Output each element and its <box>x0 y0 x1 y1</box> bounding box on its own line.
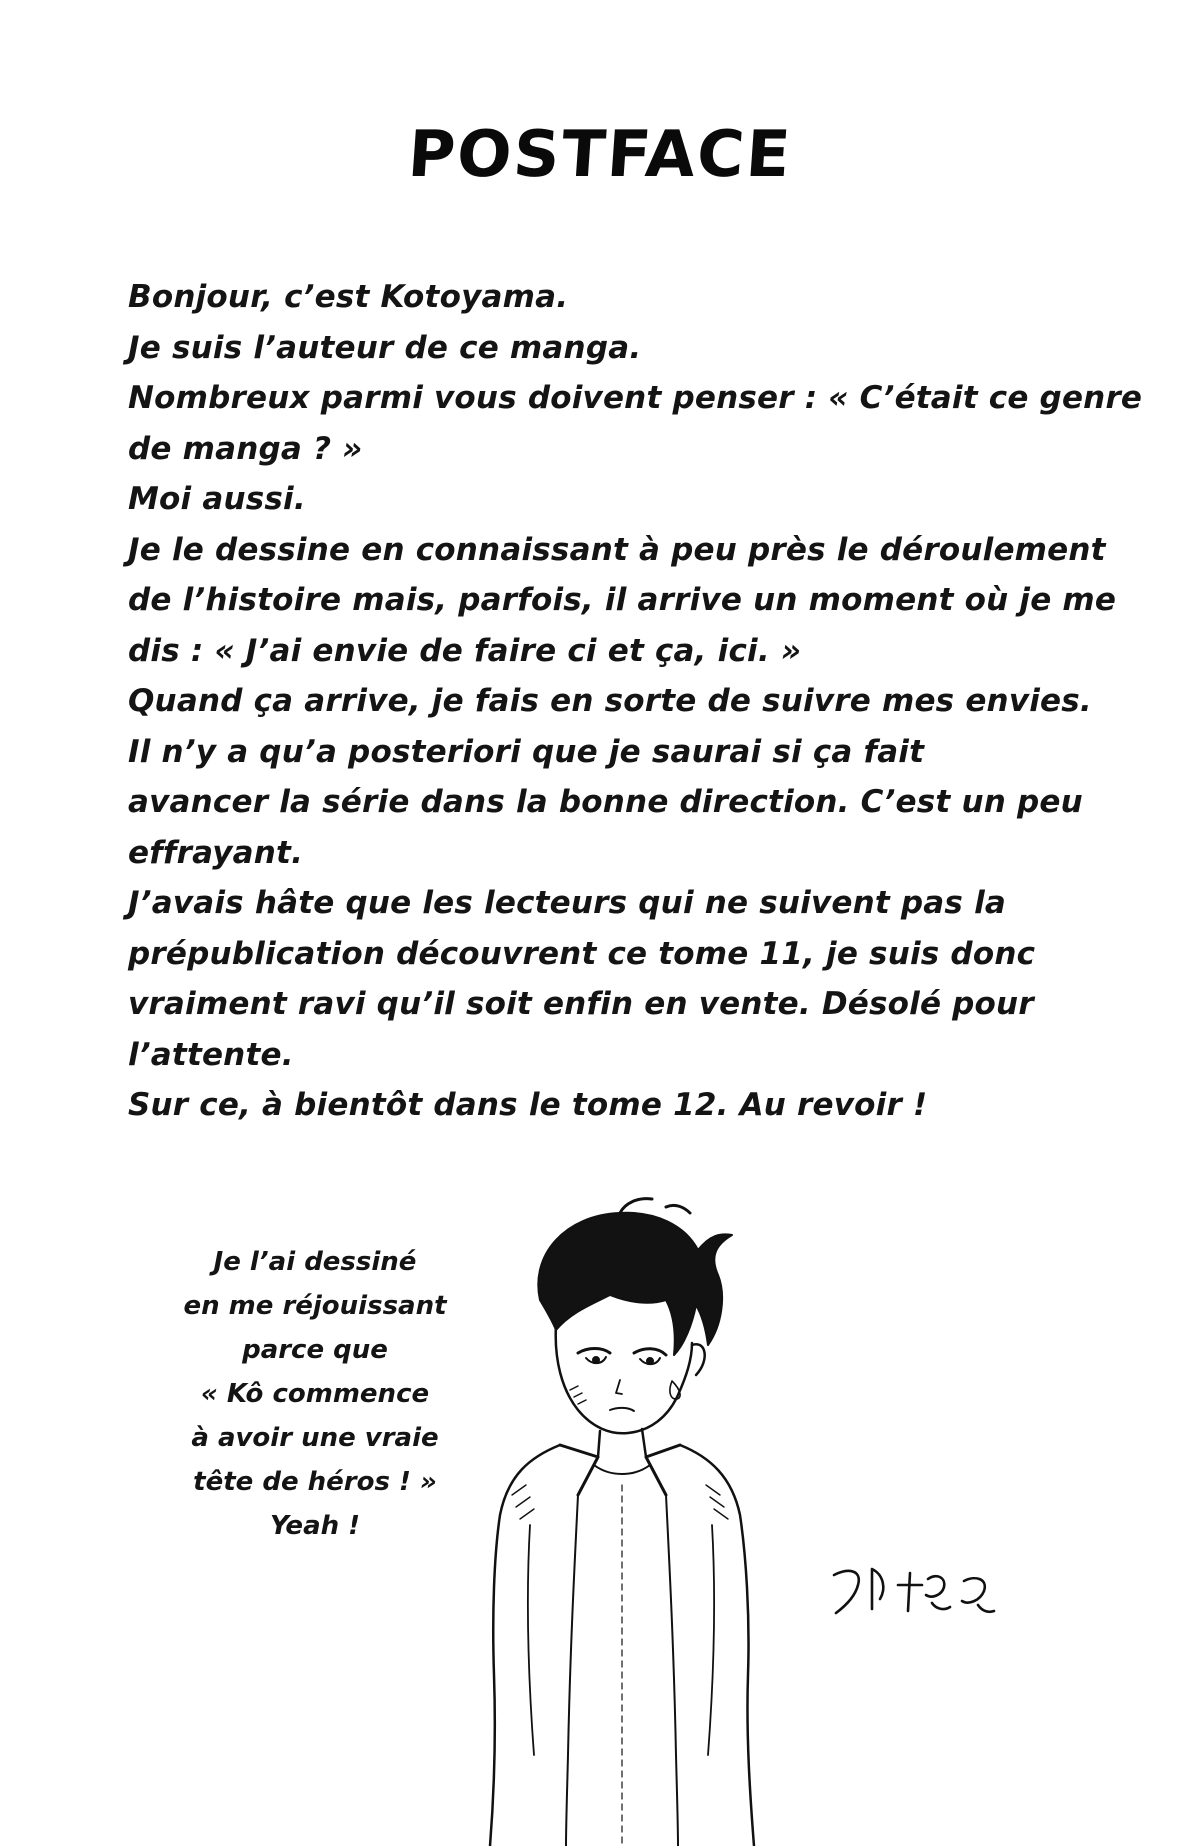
page-title: POSTFACE <box>405 118 795 192</box>
body-line: prépublication découvrent ce tome 11, je suis donc <box>128 935 1036 972</box>
handwritten-signature-icon <box>828 1555 998 1625</box>
body-line: de l’histoire mais, parfois, il arrive un moment où je me <box>128 582 1117 618</box>
body-line: vraiment ravi qu’il soit enfin en vente. Désolé pour <box>128 986 1034 1022</box>
postface-body <box>128 272 1143 1131</box>
caption-line: à avoir une vraie <box>191 1423 439 1453</box>
caption-line: Yeah ! <box>269 1511 361 1541</box>
author-self-portrait-sketch-icon <box>470 1195 770 1846</box>
body-line: avancer la série dans la bonne direction. C’est un peu <box>128 784 1083 820</box>
body-line: de manga ? » <box>128 430 363 467</box>
caption-line: tête de héros ! » <box>193 1467 437 1497</box>
illustration-caption <box>150 1240 480 1548</box>
body-line: dis : « J’ai envie de faire ci et ça, ici. » <box>128 632 802 669</box>
caption-line: « Kô commence <box>200 1379 430 1409</box>
body-line: Je suis l’auteur de ce manga. <box>128 329 642 366</box>
caption-line: Je l’ai dessiné <box>213 1247 417 1277</box>
body-line: Quand ça arrive, je fais en sorte de suivre mes envies. <box>128 683 1092 719</box>
caption-line: parce que <box>242 1335 388 1365</box>
body-line: Nombreux parmi vous doivent penser : « C’était ce genre <box>128 380 1143 416</box>
body-line: effrayant. <box>128 834 304 871</box>
body-line: Il n’y a qu’a posteriori que je saurai si ça fait <box>128 733 925 770</box>
body-line: Moi aussi. <box>128 481 306 517</box>
body-line: Bonjour, c’est Kotoyama. <box>128 279 569 315</box>
body-line: l’attente. <box>128 1036 294 1073</box>
caption-line: en me réjouissant <box>183 1291 447 1321</box>
body-line: Sur ce, à bientôt dans le tome 12. Au revoir ! <box>128 1087 928 1123</box>
body-line: J’avais hâte que les lecteurs qui ne suivent pas la <box>128 885 1007 921</box>
body-line: Je le dessine en connaissant à peu près le déroulement <box>128 531 1106 568</box>
